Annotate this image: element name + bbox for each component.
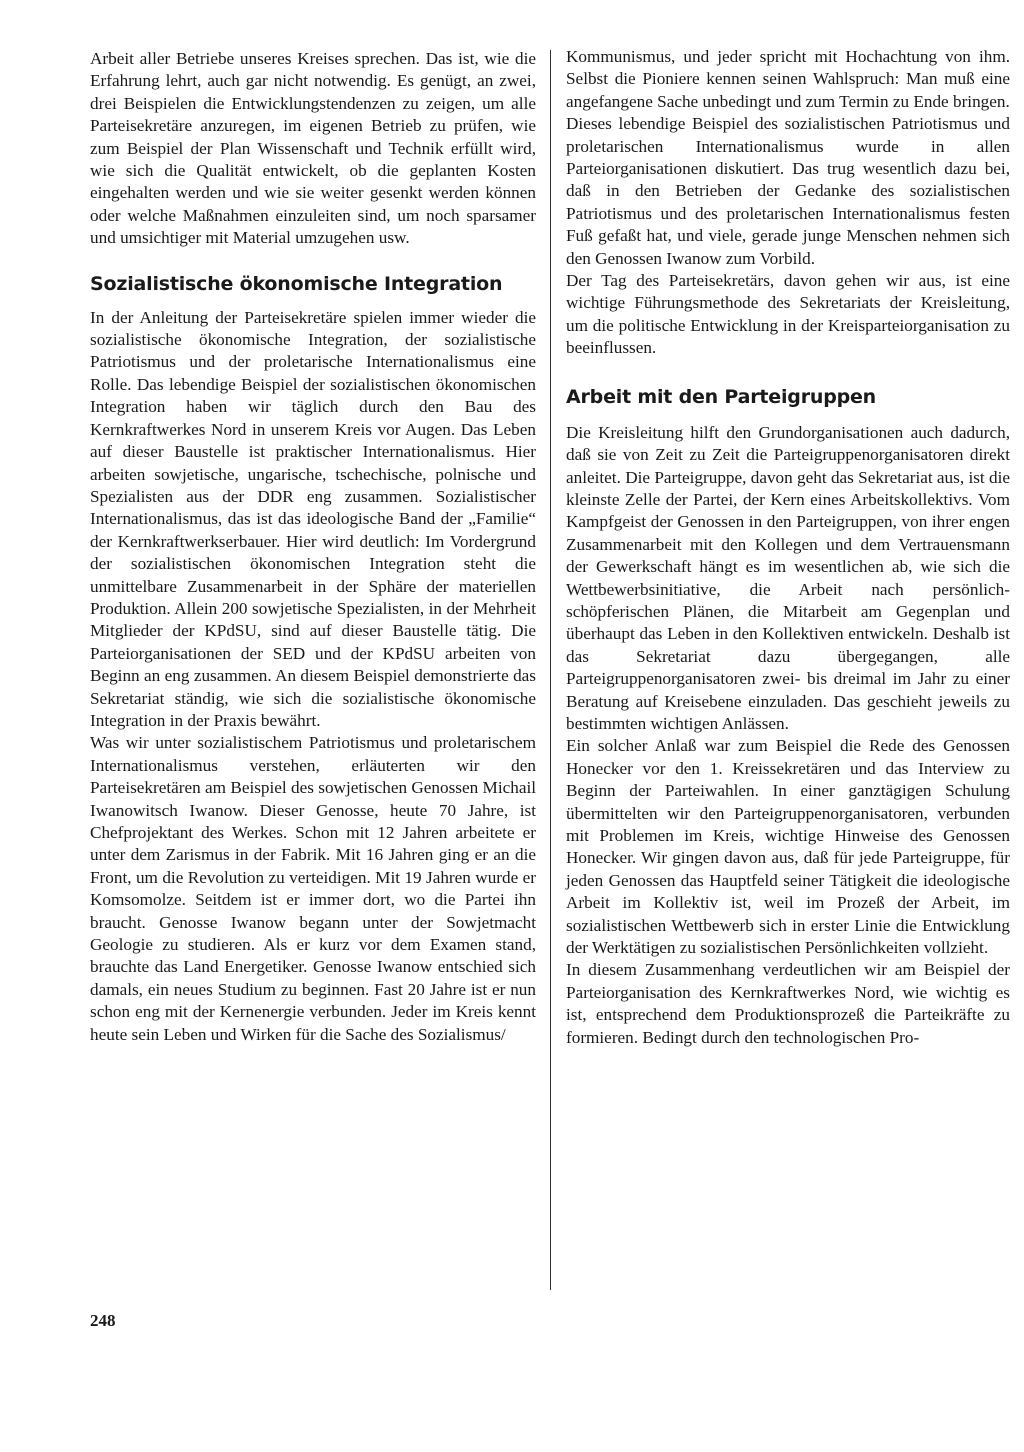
- right-paragraph-4: Die Kreisleitung hilft den Grundorganisationen auch dadurch, daß sie von Zeit zu Zeit die Parteigruppenorganisatoren direkt anleitet. Die Parteigruppe, davon geht das Sekretariat aus, ist die kleinste Zelle der Partei, der Kern eines Arbeitskollektivs. Vom Kampfgeist der Genossen in den Parteigruppen, von ihrer engen Zusammenarbeit mit den Kollegen und dem Vertrauensmann der Gewerkschaft hängt es im wesentlichen ab, wie sich die Wettbewerbsinitiative, die Arbeit nach persönlich-schöpferischen Plänen, die Mitarbeit am Gegenplan und überhaupt das Leben in den Kollektiven entwickeln. Deshalb ist das Sekretariat dazu übergegangen, alle Parteigruppenorganisatoren zwei- bis dreimal im Jahr zu einer Beratung auf Kreisebene einzuladen. Das geschieht jeweils zu bestimmten wichtigen Anlässen.: [566, 422, 1010, 733]
- right-column: [566, 46, 1010, 1049]
- column-divider: [550, 50, 551, 1290]
- right-paragraph-1: Kommunismus, und jeder spricht mit Hochachtung von ihm. Selbst die Pioniere kennen seinen Wahlspruch: Man muß eine angefangene Sache unbedingt und zum Termin zu Ende bringen.: [566, 47, 1010, 111]
- page-number: 248: [90, 1311, 116, 1330]
- section-heading-integration: Sozialistische ökonomische Integration: [90, 272, 503, 295]
- left-paragraph-3: Was wir unter sozialistischem Patriotismus und proletarischem Internationalismus verstehen, erläuterten wir den Parteisekretären am Beispiel des sowjetischen Genossen Michail Iwanowitsch Iwanow. Dieser Genosse, heute 70 Jahre, ist Chefprojektant des Werkes. Schon mit 12 Jahren arbeitete er unter dem Zarismus in der Fabrik. Mit 16 Jahren ging er an die Front, um die Revolution zu verteidigen. Mit 19 Jahren wurde er Komsomolze. Seitdem ist er immer dort, wo die Partei ihn braucht. Genosse Iwanow begann unter der Sowjetmacht Geologie zu studieren. Als er kurz vor dem Examen stand, brauchte das Land Energetiker. Genosse Iwanow entschied sich damals, ein neues Studium zu beginnen. Fast 20 Jahre ist er nun schon eng mit der Kernenergie verbunden. Jeder im Kreis kennt heute sein Leben und Wirken für die Sache des Sozialismus/: [90, 733, 536, 1044]
- left-paragraph-2: In der Anleitung der Parteisekretäre spielen immer wieder die sozialistische ökonomische Integration, der sozialistische Patriotismus und der proletarische Internationalismus eine Rolle. Das lebendige Beispiel der sozialistischen ökonomischen Integration haben wir täglich durch den Bau des Kernkraftwerkes Nord in unserem Kreis vor Augen. Das Leben auf dieser Baustelle ist praktischer Internationalismus. Hier arbeiten sowjetische, ungarische, tschechische, polnische und Spezialisten aus der DDR eng zusammen. Sozialistischer Internationalismus, das ist das ideologische Band der „Familie“ der Kernkraftwerkserbauer. Hier wird deutlich: Im Vordergrund der sozialistischen ökonomischen Integration steht die unmittelbare Zusammenarbeit in der Sphäre der materiellen Produktion. Allein 200 sowjetische Spezialisten, in der Mehrheit Mitglieder der KPdSU, sind auf dieser Baustelle tätig. Die Parteiorganisationen der SED und der KPdSU arbeiten von Beginn an eng zusammen. An diesem Beispiel demonstrierte das Sekretariat ständig, wie sich die sozialistische ökonomische Integration in der Praxis bewährt.: [90, 307, 536, 730]
- right-paragraph-2: Dieses lebendige Beispiel des sozialistischen Patriotismus und proletarischen Internationalismus wurde in allen Parteiorganisationen diskutiert. Das trug wesentlich dazu bei, daß in den Betrieben der Gedanke des sozialistischen Patriotismus und des proletarischen Internationalismus festen Fuß gefaßt hat, und viele, gerade junge Menschen nehmen sich den Genossen Iwanow zum Vorbild.: [566, 114, 1010, 268]
- right-paragraph-3: Der Tag des Parteisekretärs, davon gehen wir aus, ist eine wichtige Führungsmethode des Sekretariats der Kreisleitung, um die politische Entwicklung in der Kreisparteiorganisation zu beeinflussen.: [566, 271, 1010, 358]
- left-column: [90, 48, 536, 1046]
- left-paragraph-1: Arbeit aller Betriebe unseres Kreises sprechen. Das ist, wie die Erfahrung lehrt, auch gar nicht notwendig. Es genügt, an zwei, drei Beispielen die Entwicklungstendenzen zu zeigen, um alle Parteisekretäre anzuregen, im eigenen Betrieb zu prüfen, wie zum Beispiel der Plan Wissenschaft und Technik erfüllt wird, wie sich die Qualität entwickelt, ob die geplanten Kosten eingehalten werden und wie sie weiter gesenkt werden können oder welche Maßnahmen einzuleiten sind, um noch sparsamer und umsichtiger mit Material umzugehen usw.: [90, 49, 536, 248]
- section-heading-parteigruppen: Arbeit mit den Parteigruppen: [566, 385, 877, 408]
- right-paragraph-5: Ein solcher Anlaß war zum Beispiel die Rede des Genossen Honecker vor den 1. Kreissekretären und das Interview zu Beginn der Parteiwahlen. In einer ganztägigen Schulung übermittelten wir den Parteigruppenorganisatoren, verbunden mit Problemen im Kreis, wichtige Hinweise des Genossen Honecker. Wir gingen davon aus, daß für jede Parteigruppe, für jeden Genossen das Hauptfeld seiner Tätigkeit die ideologische Arbeit im Kollektiv ist, weil im Prozeß der Arbeit, im sozialistischen Wettbewerb sich in erster Linie die Entwicklung der Werktätigen zu sozialistischen Persönlichkeiten vollzieht.: [566, 736, 1010, 958]
- right-paragraph-6: In diesem Zusammenhang verdeutlichen wir am Beispiel der Parteiorganisation des Kernkraftwerkes Nord, wie wichtig es ist, entsprechend dem Produktionsprozeß die Parteikräfte zu formieren. Bedingt durch den technologischen Pro-: [566, 960, 1010, 1047]
